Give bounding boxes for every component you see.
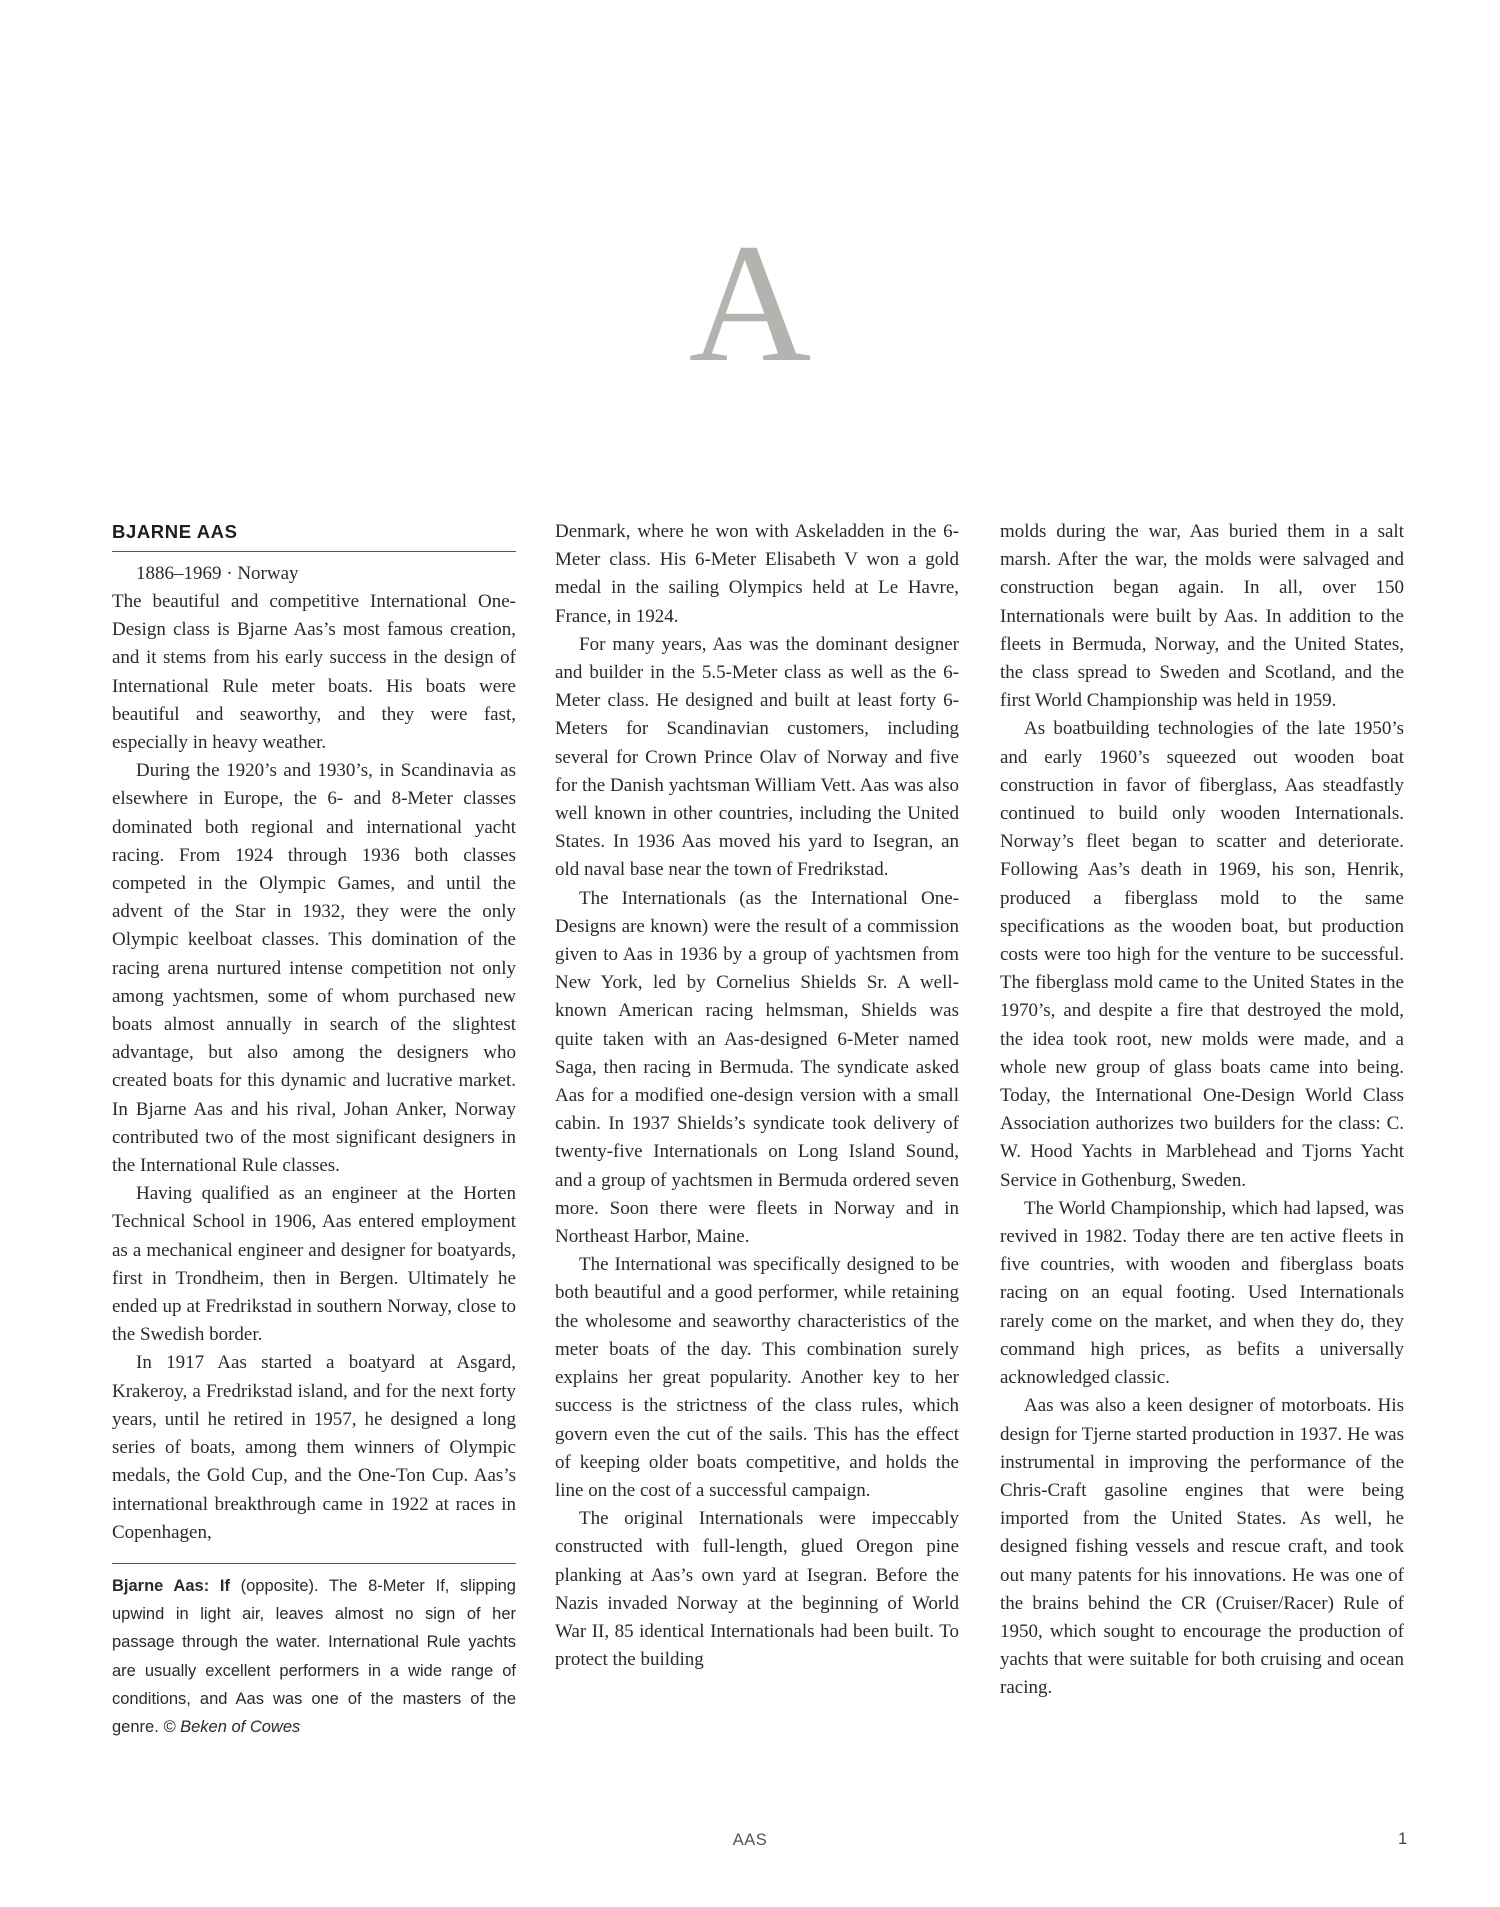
column-3	[1000, 518, 1404, 1703]
running-head: AAS	[732, 1831, 768, 1849]
page-number: 1	[1398, 1830, 1408, 1848]
paragraph: For many years, Aas was the dominant designer and builder in the 5.5-Meter class as well as the 6-Meter class. He designed and built at least forty 6-Meters for Scandinavian customers, including several for Crown Prince Olav of Norway and five for the Danish yachtsman William Vett. Aas was also well known in other countries, including the United States. In 1936 Aas moved his yard to Isegran, an old naval base near the town of Fredrikstad.	[555, 633, 959, 881]
paragraph: Aas was also a keen designer of motorboats. His design for Tjerne started production in 1937. He was instrumental in improving the performance of the Chris-Craft gasoline engines that were being imported from the United States. As well, he designed fishing vessels and rescue craft, and took out many patents for his innovations. He was one of the brains behind the CR (Cruiser/Racer) Rule of 1950, which sought to encourage the production of yachts that were suitable for both cruising and ocean racing.	[1000, 1395, 1404, 1699]
paragraph: molds during the war, Aas buried them in a salt marsh. After the war, the molds were salvaged and construction began again. In all, over 150 Internationals were built by Aas. In addition to the fleets in Bermuda, Norway, and the United States, the class spread to Sweden and Scotland, and the first World Championship was held in 1959.	[1000, 521, 1404, 712]
caption-lead: Bjarne Aas: If	[112, 1576, 230, 1595]
caption-body: The 8-Meter If, slipping upwind in light air, leaves almost no sign of her passage through the water. International Rule yachts are usually excellent performers in a wide range of conditions, and Aas was one of the masters of the genre.	[112, 1576, 516, 1736]
paragraph: In 1917 Aas started a boatyard at Asgard, Krakeroy, a Fredrikstad island, and for the next forty years, until he retired in 1957, he designed a long series of boats, among them winners of Olympic medals, the Gold Cup, and the One-Ton Cup. Aas’s international breakthrough came in 1922 at races in Copenhagen,	[112, 1352, 516, 1543]
paragraph: The beautiful and competitive International One-Design class is Bjarne Aas’s most famous creation, and it stems from his early success in the design of International Rule meter boats. His boats were beautiful and seaworthy, and they were fast, especially in heavy weather.	[112, 591, 516, 754]
paragraph: The original Internationals were impeccably constructed with full-length, glued Oregon pine planking at Aas’s own yard at Isegran. Before the Nazis invaded Norway at the beginning of World War II, 85 identical Internationals had been built. To protect the building	[555, 1508, 959, 1671]
column-1	[112, 518, 516, 1741]
entry-dates: 1886–1969 · Norway	[136, 563, 299, 584]
paragraph: As boatbuilding technologies of the late 1950’s and early 1960’s squeezed out wooden boat construction in favor of fiberglass, Aas steadfastly continued to build only wooden Internationals. Norway’s fleet began to scatter and deteriorate. Following Aas’s death in 1969, his son, Henrik, produced a fiberglass mold to the same specifications as the wooden boat, but production costs were too high for the venture to be successful. The fiberglass mold came to the United States in the 1970’s, and despite a fire that destroyed the mold, the idea took root, new molds were made, and a whole new group of glass boats came into being. Today, the International One-Design World Class Association authorizes two builders for the class: C. W. Hood Yachts in Marblehead and Tjorns Yacht Service in Gothenburg, Sweden.	[1000, 718, 1404, 1191]
caption-opposite: (opposite).	[229, 1576, 329, 1595]
paragraph: During the 1920’s and 1930’s, in Scandinavia as elsewhere in Europe, the 6- and 8-Meter classes dominated both regional and international yacht racing. From 1924 through 1936 both classes competed in the Olympic Games, and until the advent of the Star in 1932, they were the only Olympic keelboat classes. This domination of the racing arena nurtured intense competition not only among yachtsmen, some of whom purchased new boats almost annually in search of the slightest advantage, but also among the designers who created boats for this dynamic and lucrative market. In Bjarne Aas and his rival, Johan Anker, Norway contributed two of the most significant designers in the International Rule classes.	[112, 760, 516, 1177]
paragraph: Denmark, where he won with Askeladden in the 6-Meter class. His 6-Meter Elisabeth V won a gold medal in the sailing Olympics held at Le Havre, France, in 1924.	[555, 521, 959, 627]
section-letter: A	[688, 209, 812, 397]
heading-rule	[112, 551, 516, 552]
paragraph: The Internationals (as the International One-Designs are known) were the result of a commission given to Aas in 1936 by a group of yachtsmen from New York, led by Cornelius Shields Sr. A well-known American racing helmsman, Shields was quite taken with an Aas-designed 6-Meter named Saga, then racing in Bermuda. The syndicate asked Aas for a modified one-design version with a small cabin. In 1937 Shields’s syndicate took delivery of twenty-five Internationals on Long Island Sound, and a group of yachtsmen in Bermuda ordered seven more. Soon there were fleets in Norway and in Northeast Harbor, Maine.	[555, 887, 959, 1248]
caption-credit: © Beken of Cowes	[163, 1717, 301, 1736]
column-2	[555, 518, 959, 1674]
paragraph: The World Championship, which had lapsed, was revived in 1982. Today there are ten active fleets in five countries, with wooden and fiberglass boats racing on an equal footing. Used Internationals rarely come on the market, and when they do, they command high prices, as befits a universally acknowledged classic.	[1000, 1197, 1404, 1389]
caption-rule	[112, 1563, 516, 1564]
photo-caption	[112, 1572, 516, 1741]
paragraph: The International was specifically designed to be both beautiful and a good performer, while retaining the wholesome and seaworthy characteristics of the meter boats of the day. This combination surely explains her great popularity. Another key to her success is the strictness of the class rules, which govern even the cut of the sails. This has the effect of keeping older boats competitive, and holds the line on the cost of a successful campaign.	[555, 1254, 959, 1501]
entry-heading: BJARNE AAS	[112, 521, 238, 542]
paragraph: Having qualified as an engineer at the Horten Technical School in 1906, Aas entered employment as a mechanical engineer and designer for boatyards, first in Trondheim, then in Bergen. Ultimately he ended up at Fredrikstad in southern Norway, close to the Swedish border.	[112, 1183, 516, 1346]
